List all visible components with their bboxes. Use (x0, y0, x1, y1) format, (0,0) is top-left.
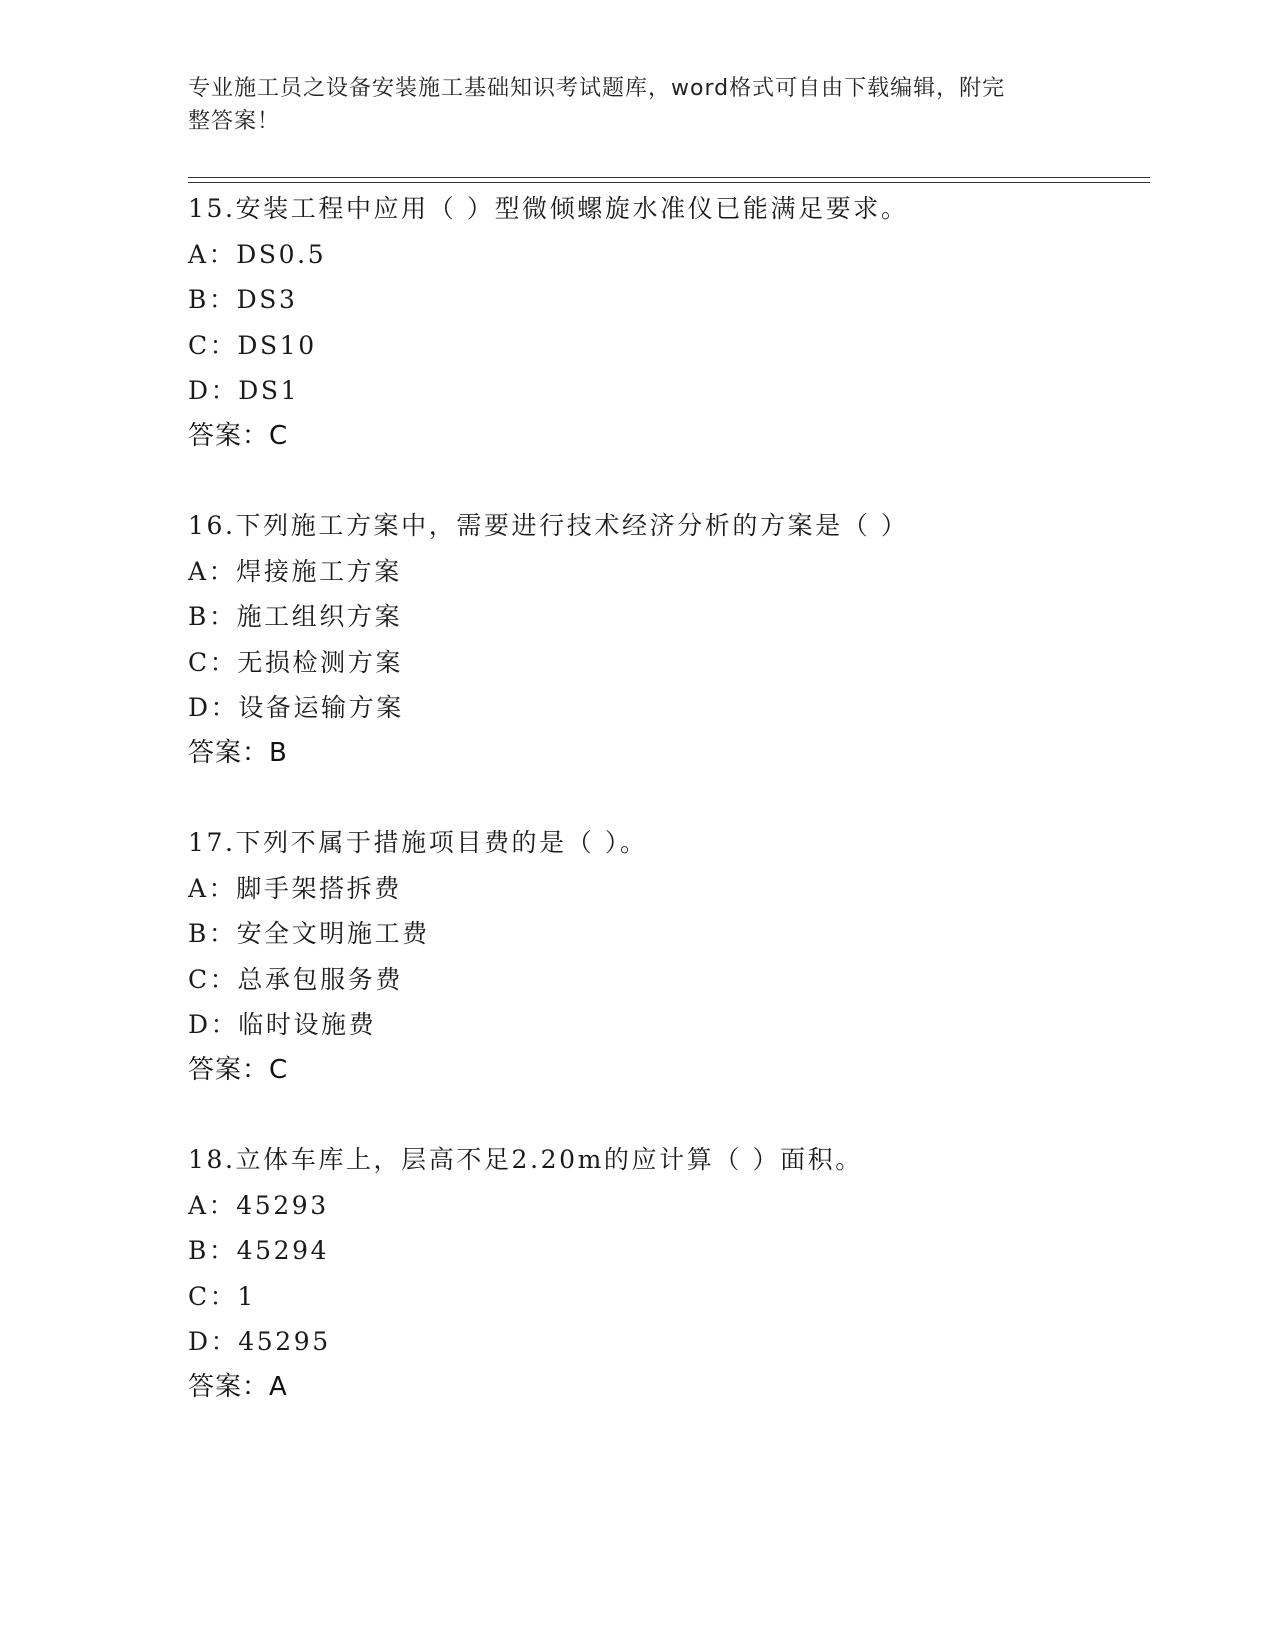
option-text: 施工组织方案 (236, 602, 403, 631)
option-label: D： (188, 1327, 239, 1356)
option-c (188, 640, 1150, 686)
option-label: D： (188, 693, 239, 722)
question-block (188, 1137, 1150, 1410)
header-line-1: 专业施工员之设备安装施工基础知识考试题库，word格式可自由下载编辑，附完 (188, 76, 1006, 101)
answer-line: 答案：B (188, 737, 288, 768)
header-divider-bottom (188, 182, 1150, 183)
option-label: C： (188, 330, 238, 360)
header-divider-top (188, 177, 1150, 178)
option-label: A： (188, 873, 237, 903)
option-text: 45294 (236, 1236, 330, 1265)
question-stem: 16.下列施工方案中，需要进行技术经济分析的方案是（ ） (188, 511, 909, 540)
option-text: 总承包服务费 (237, 964, 403, 994)
option-label: C： (188, 964, 238, 994)
option-text: 无损检测方案 (237, 647, 403, 677)
option-text: 45295 (238, 1327, 331, 1356)
question-block (188, 503, 1150, 776)
question-stem: 18.立体车库上，层高不足2.20m的应计算（ ）面积。 (188, 1145, 863, 1174)
option-label: A： (188, 556, 237, 586)
option-d (188, 368, 1150, 414)
option-text: 1 (237, 1281, 256, 1311)
option-text: DS0.5 (236, 239, 327, 269)
document-page (188, 0, 1150, 1650)
answer-line: 答案：C (188, 420, 289, 451)
option-label: C： (188, 647, 238, 677)
document-header (188, 72, 1068, 138)
option-text: 临时设施费 (238, 1010, 377, 1039)
header-line-2: 整答案！ (188, 109, 281, 134)
option-text: DS10 (237, 330, 317, 360)
option-b (188, 911, 1150, 957)
option-d (188, 1319, 1150, 1365)
option-c (188, 957, 1150, 1003)
option-d (188, 685, 1150, 731)
option-a (188, 866, 1150, 912)
option-text: 45293 (236, 1190, 329, 1220)
option-b (188, 594, 1150, 640)
option-text: 脚手架搭拆费 (236, 873, 402, 903)
option-text: 焊接施工方案 (236, 556, 402, 586)
option-d (188, 1002, 1150, 1048)
question-stem: 17.下列不属于措施项目费的是（ ）。 (188, 828, 648, 857)
option-label: B： (188, 602, 237, 631)
question-stem: 15.安装工程中应用（ ）型微倾螺旋水准仪已能满足要求。 (188, 194, 909, 223)
option-b (188, 277, 1150, 323)
option-label: D： (188, 376, 239, 405)
answer-line: 答案：C (188, 1054, 289, 1085)
question-block (188, 186, 1150, 459)
option-a (188, 549, 1150, 595)
option-text: DS3 (236, 285, 298, 314)
option-label: A： (188, 1190, 237, 1220)
option-label: B： (188, 1236, 237, 1265)
option-label: D： (188, 1010, 239, 1039)
option-b (188, 1228, 1150, 1274)
option-label: A： (188, 239, 237, 269)
option-label: B： (188, 919, 237, 948)
answer-line: 答案：A (188, 1371, 288, 1402)
question-block (188, 820, 1150, 1093)
option-text: 安全文明施工费 (236, 919, 430, 948)
option-text: 设备运输方案 (238, 693, 404, 722)
option-label: B： (188, 285, 237, 314)
option-a (188, 1183, 1150, 1229)
option-c (188, 1274, 1150, 1320)
option-label: C： (188, 1281, 238, 1311)
option-text: DS1 (238, 376, 300, 405)
option-c (188, 323, 1150, 369)
option-a (188, 232, 1150, 278)
